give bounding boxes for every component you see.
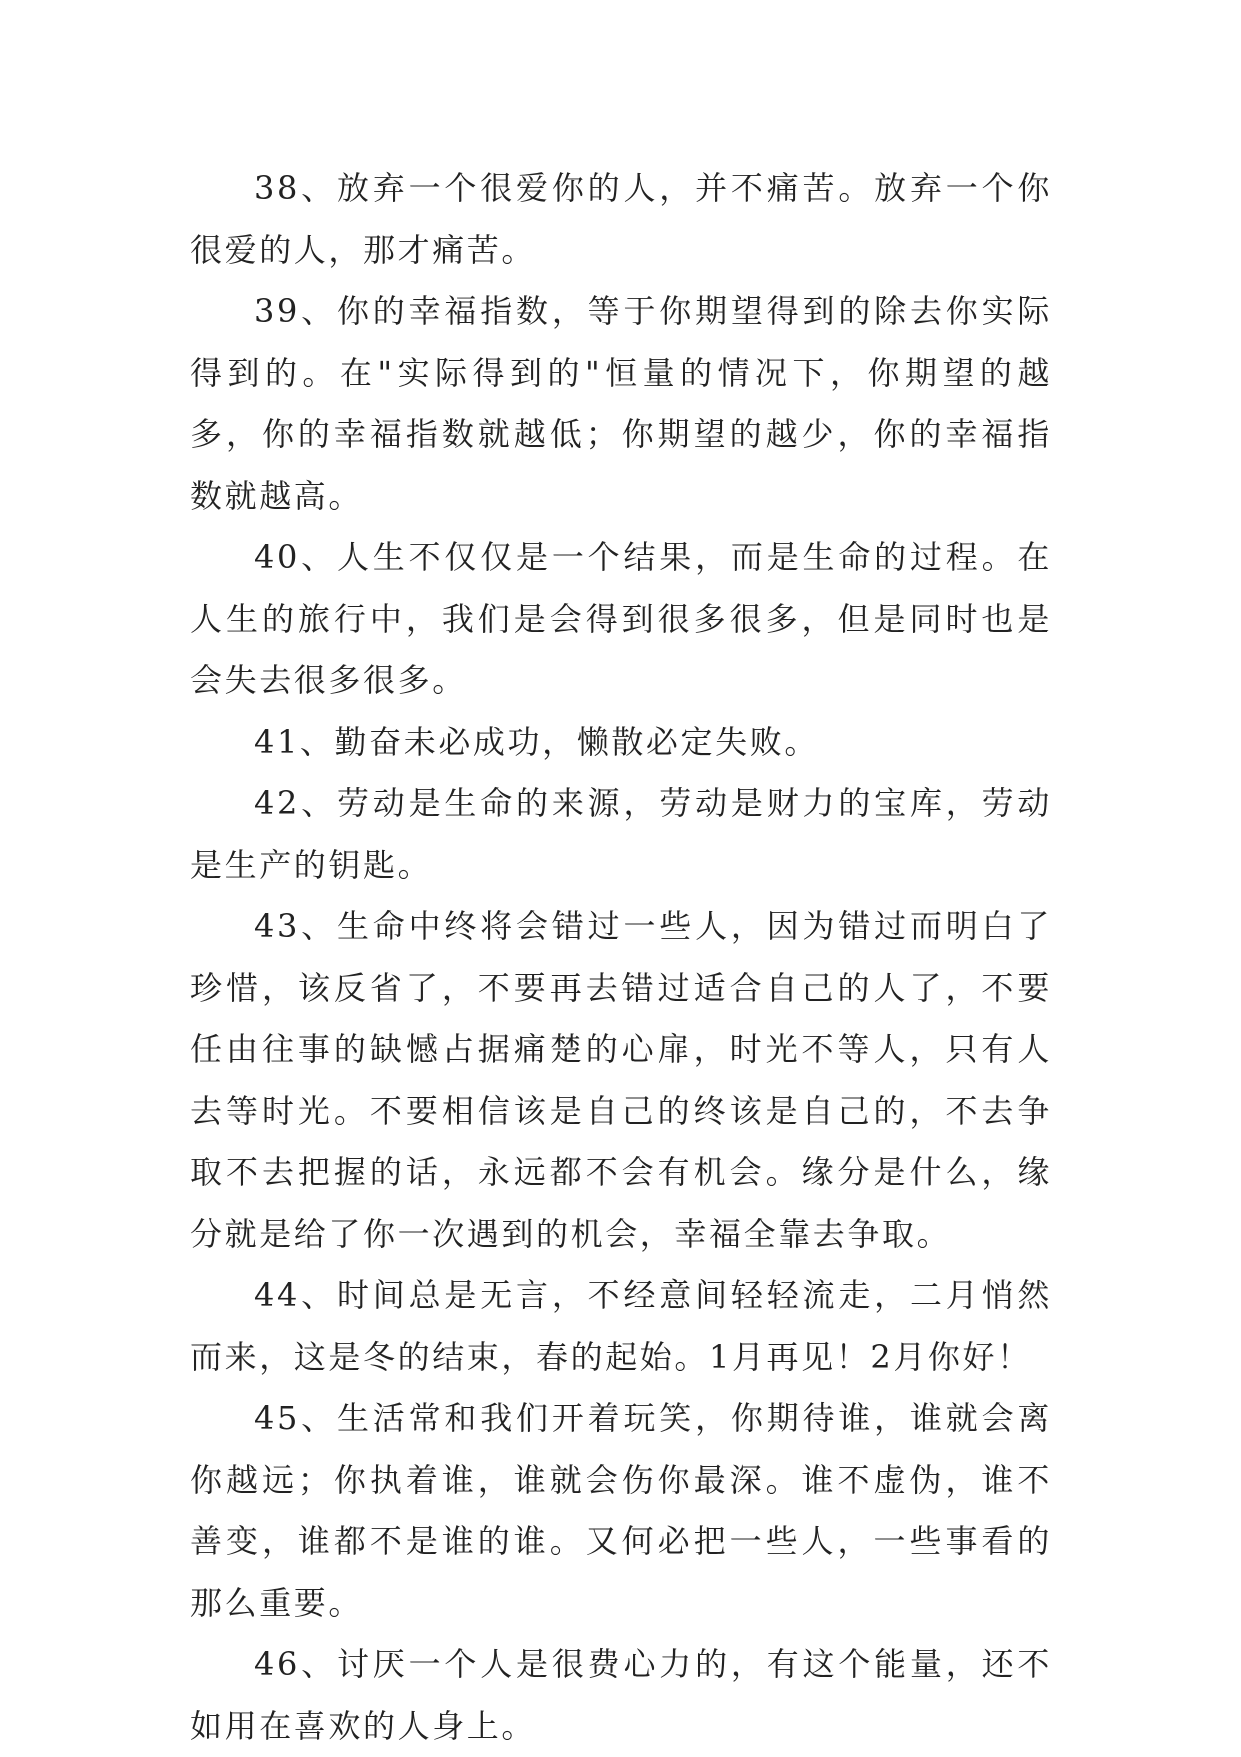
paragraph-44: 44、时间总是无言，不经意间轻轻流走，二月悄然而来，这是冬的结束，春的起始。1月再见！2月你好！	[190, 1276, 1052, 1376]
paragraph-42: 42、劳动是生命的来源，劳动是财力的宝库，劳动是生产的钥匙。	[190, 784, 1052, 884]
paragraph-40: 40、人生不仅仅是一个结果，而是生命的过程。在人生的旅行中，我们是会得到很多很多，但是同时也是会失去很多很多。	[190, 538, 1052, 699]
paragraph-45: 45、生活常和我们开着玩笑，你期待谁，谁就会离你越远；你执着谁，谁就会伤你最深。谁不虚伪，谁不善变，谁都不是谁的谁。又何必把一些人，一些事看的那么重要。	[190, 1399, 1052, 1622]
paragraph-46: 46、讨厌一个人是很费心力的，有这个能量，还不如用在喜欢的人身上。	[190, 1645, 1052, 1745]
paragraph-39: 39、你的幸福指数，等于你期望得到的除去你实际得到的。在"实际得到的"恒量的情况下，你期望的越多，你的幸福指数就越低；你期望的越少，你的幸福指数就越高。	[190, 292, 1052, 515]
paragraph-41: 41、勤奋未必成功，懒散必定失败。	[254, 722, 819, 761]
paragraph-43: 43、生命中终将会错过一些人，因为错过而明白了珍惜，该反省了，不要再去错过适合自己的人了，不要任由往事的缺憾占据痛楚的心扉，时光不等人，只有人去等时光。不要相信该是自己的终该是自己的，不去争取不去把握的话，永远都不会有机会。缘分是什么，缘分就是给了你一次遇到的机会，幸福全靠去争取。	[190, 907, 1052, 1253]
paragraph-38: 38、放弃一个很爱你的人，并不痛苦。放弃一个你很爱的人，那才痛苦。	[190, 169, 1052, 269]
document-body	[190, 158, 1052, 1757]
